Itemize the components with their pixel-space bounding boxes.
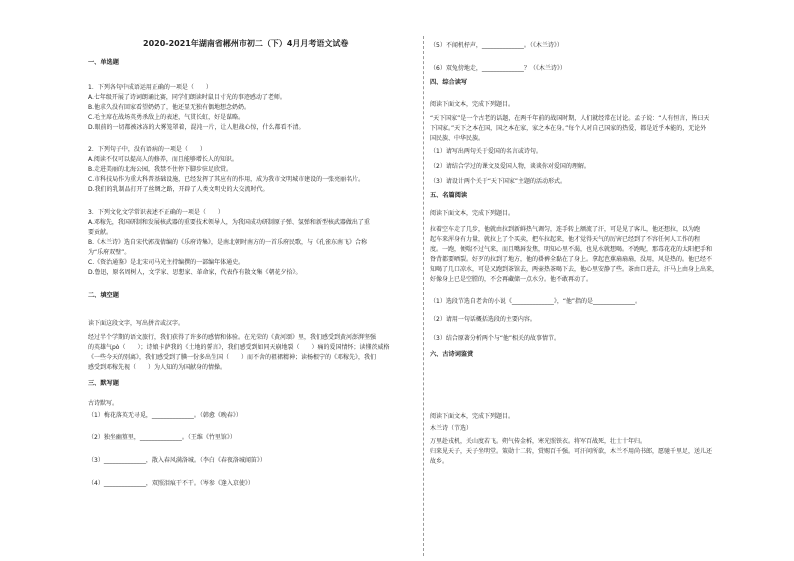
text-line: 故乡。 <box>430 458 449 465</box>
text-line: （3）请设计两个关于“天下国家”主题的活动形式。 <box>430 178 567 185</box>
text-line: D.鲁迅，原名周树人，文学家、思想家、革命家，代表作有散文集《朝花夕拾》。 <box>88 269 302 276</box>
text-line: 2．下列句子中，没有语病的一项是（ ） <box>88 146 206 153</box>
text-line: （4）______________，双照泪痕干不干。（岑参《逢入京使》） <box>88 480 254 487</box>
text-line: 度。一跑，便喘不过气来，而且嘴唇发焦，明知心里不渴，也见水就想喝。不跑呢，那毒花花的太阳把手和 <box>430 246 713 253</box>
text-line: （6）双兔傍地走，______________？（《木兰诗》） <box>430 65 566 72</box>
text-line: A.七年级开展了诗词朗诵比赛，同学们朗读时鼠目寸光的事迹感动了老师。 <box>88 94 286 101</box>
text-line: （5）不闻机杼声，______________。（《木兰诗》） <box>430 42 563 49</box>
exam-title: 2020-2021年湖南省郴州市初二（下）4月月考语文试卷 <box>143 39 349 48</box>
text-line: 归来见天子，天子坐明堂。策勋十二转，赏赐百千强。可汗问所欲，木兰不用尚书郎，愿驰千里足，送儿还 <box>430 448 713 455</box>
text-line: 起车来浑身有力量，就拉上了个买卖，把车拉起来，他才觉得天气的厉害已经到了不容任何人工作的程 <box>430 236 701 243</box>
text-line: C.市科技局作为重大科普基础设施，已经发挥了其应有的作用，成为我市文明城市建设的一张亮丽名片。 <box>88 176 365 183</box>
section-heading: 一、单选题 <box>88 59 119 66</box>
text-line: 感受到邓稼先视（ ）为人知的为国献身的情操。 <box>88 364 227 371</box>
text-line: 古诗默写。 <box>88 400 119 407</box>
text-line: B.走进美丽的北海公园，我禁不住停下脚步驻足欣赏。 <box>88 166 233 173</box>
text-line: 好像身上已是空膛的，不会再藏储一点水分。他不敢再动了。 <box>430 276 593 283</box>
text-line: 1．下列各句中成语运用正确的一项是（ ） <box>88 84 212 91</box>
text-line: （1）选段节选自老舍的小说《______________》，“他”指的是______________。 <box>430 298 642 305</box>
column-divider <box>423 36 424 556</box>
text-line: A.邓稼先，我国研制和发展核武器的重要技术领导人，为我国成功研制原子弹、氢弹和新型核武器做出了重 <box>88 219 370 226</box>
section-heading: 二、填空题 <box>88 292 119 299</box>
section-heading: 三、默写题 <box>88 380 119 387</box>
text-line: 木兰诗（节选） <box>430 425 473 432</box>
text-line: 的英雄气pò（ ）；诗娘卡萨我的《土地的誓言》，我们感受到如同天崩地裂（ ）痛的爱国情怀；读懂茨威格 <box>88 344 390 351</box>
text-line: D.我们的乳制品打开了丝绸之路，开辟了人类文明史的大交流时代。 <box>88 186 269 193</box>
text-line: （3）______________，散入春风满洛城。（李白《春夜洛城闻笛》） <box>88 457 266 464</box>
text-line: （2）独坐幽篁里，______________。（王维《竹里馆》） <box>88 434 236 441</box>
section-heading: 六、古诗词鉴赏 <box>430 351 474 358</box>
text-line: （1）请写出两句关于爱国的名言或诗句。 <box>430 148 542 155</box>
text-line: 阅读下面文本，完成下列题目。 <box>430 210 515 217</box>
text-line: （2）请用一句话概括选段的主要内容。 <box>430 316 536 323</box>
text-line: C.毛主席在战场英勇杀敌上的表述，气贯长虹，好是谋略。 <box>88 114 245 121</box>
text-line: D.眼前的一切都被冰冻的大雾笼罩着，混沌一片，让人胆战心惊，什么都看不清。 <box>88 124 305 131</box>
text-line: （2）请结合学过的课文及爱国人物，谈谈你对爱国的理解。 <box>430 163 590 170</box>
text-line: （3）结合原著分析两个与“他”相关的故事情节。 <box>430 335 561 342</box>
text-line: 《一些今天的别离》，我们感受到了腆一份多出生国（ ）而不舍的祖裙精神；读杨根宁的《邓稼先》，我们 <box>88 354 377 361</box>
text-line: 读下面这段文字，写出拼音或汉字。 <box>88 320 185 327</box>
text-line: A.阅读不仅可以提高人的修养，而且能够增长人的知识。 <box>88 156 238 163</box>
text-line: 阅读下面文本，完成下列题目。 <box>430 413 515 420</box>
text-line: 下国家。”天下之本在国，国之本在家，家之本在身。”每个人对自己国家的热爱，都是近乎本能的，无论外 <box>430 125 707 132</box>
text-line: 3．下列文化文学常识表述不正确的一项是（ ） <box>88 209 224 216</box>
text-line: 万里赴戎机，关山度若飞。朔气传金柝，寒光照铁衣。将军百战死，壮士十年归。 <box>430 438 647 445</box>
text-line: 拉着空车走了几步，他就由拉到新鲜热气调匀，连手转上额流了汗，可是见了客儿，他还想拉，以为跑 <box>430 226 701 233</box>
text-line: “天下国家”是一个古老的话题，在两千年前的战国时期，人们就经常在讨论。孟子说：“人有恒言，皆曰天 <box>430 115 710 122</box>
text-line: B.《木兰诗》选自宋代郭茂倩编的《乐府诗集》，是南北朝时南方的一首乐府民歌，与《孔雀东南飞》合称 <box>88 239 368 246</box>
text-line: B.他求久没有回家看望奶奶了，他还显无独有偶地想念奶奶。 <box>88 104 251 111</box>
text-line: 国民族、中华民族。 <box>430 135 485 142</box>
text-line: 要贡献。 <box>88 229 113 236</box>
section-heading: 五、名篇阅读 <box>430 192 468 199</box>
text-line: 为“乐府双璧”。 <box>88 249 131 256</box>
text-line: 阅读下面文本，完成下列题目。 <box>430 101 515 108</box>
text-line: 经过半个学期的语文旅行，我们获得了许多的感情和体验。在光荣的《黄河颂》里，我们感受到黄河澎湃坚强 <box>88 334 377 341</box>
text-line: C.《资治通鉴》是北宋司马光主持编撰的一部编年体通史。 <box>88 259 245 266</box>
text-line: （1）梅花落英无寻觅，______________。（韩愈《晚春》） <box>88 412 242 419</box>
text-line: 脊背都要晒裂。好歹的拉到了地方，他的褂裤全黏在了身上。拿起芭蕉扇扇扇，没用，风是热的。他已经不 <box>430 256 713 263</box>
text-line: 知喝了几口凉水，可是又跑到茶馆去，两壶热茶喝下去，他心里安静了些。茶由口进去，汗马上由身上出来， <box>430 266 719 273</box>
section-heading: 四、综合读写 <box>430 79 468 86</box>
